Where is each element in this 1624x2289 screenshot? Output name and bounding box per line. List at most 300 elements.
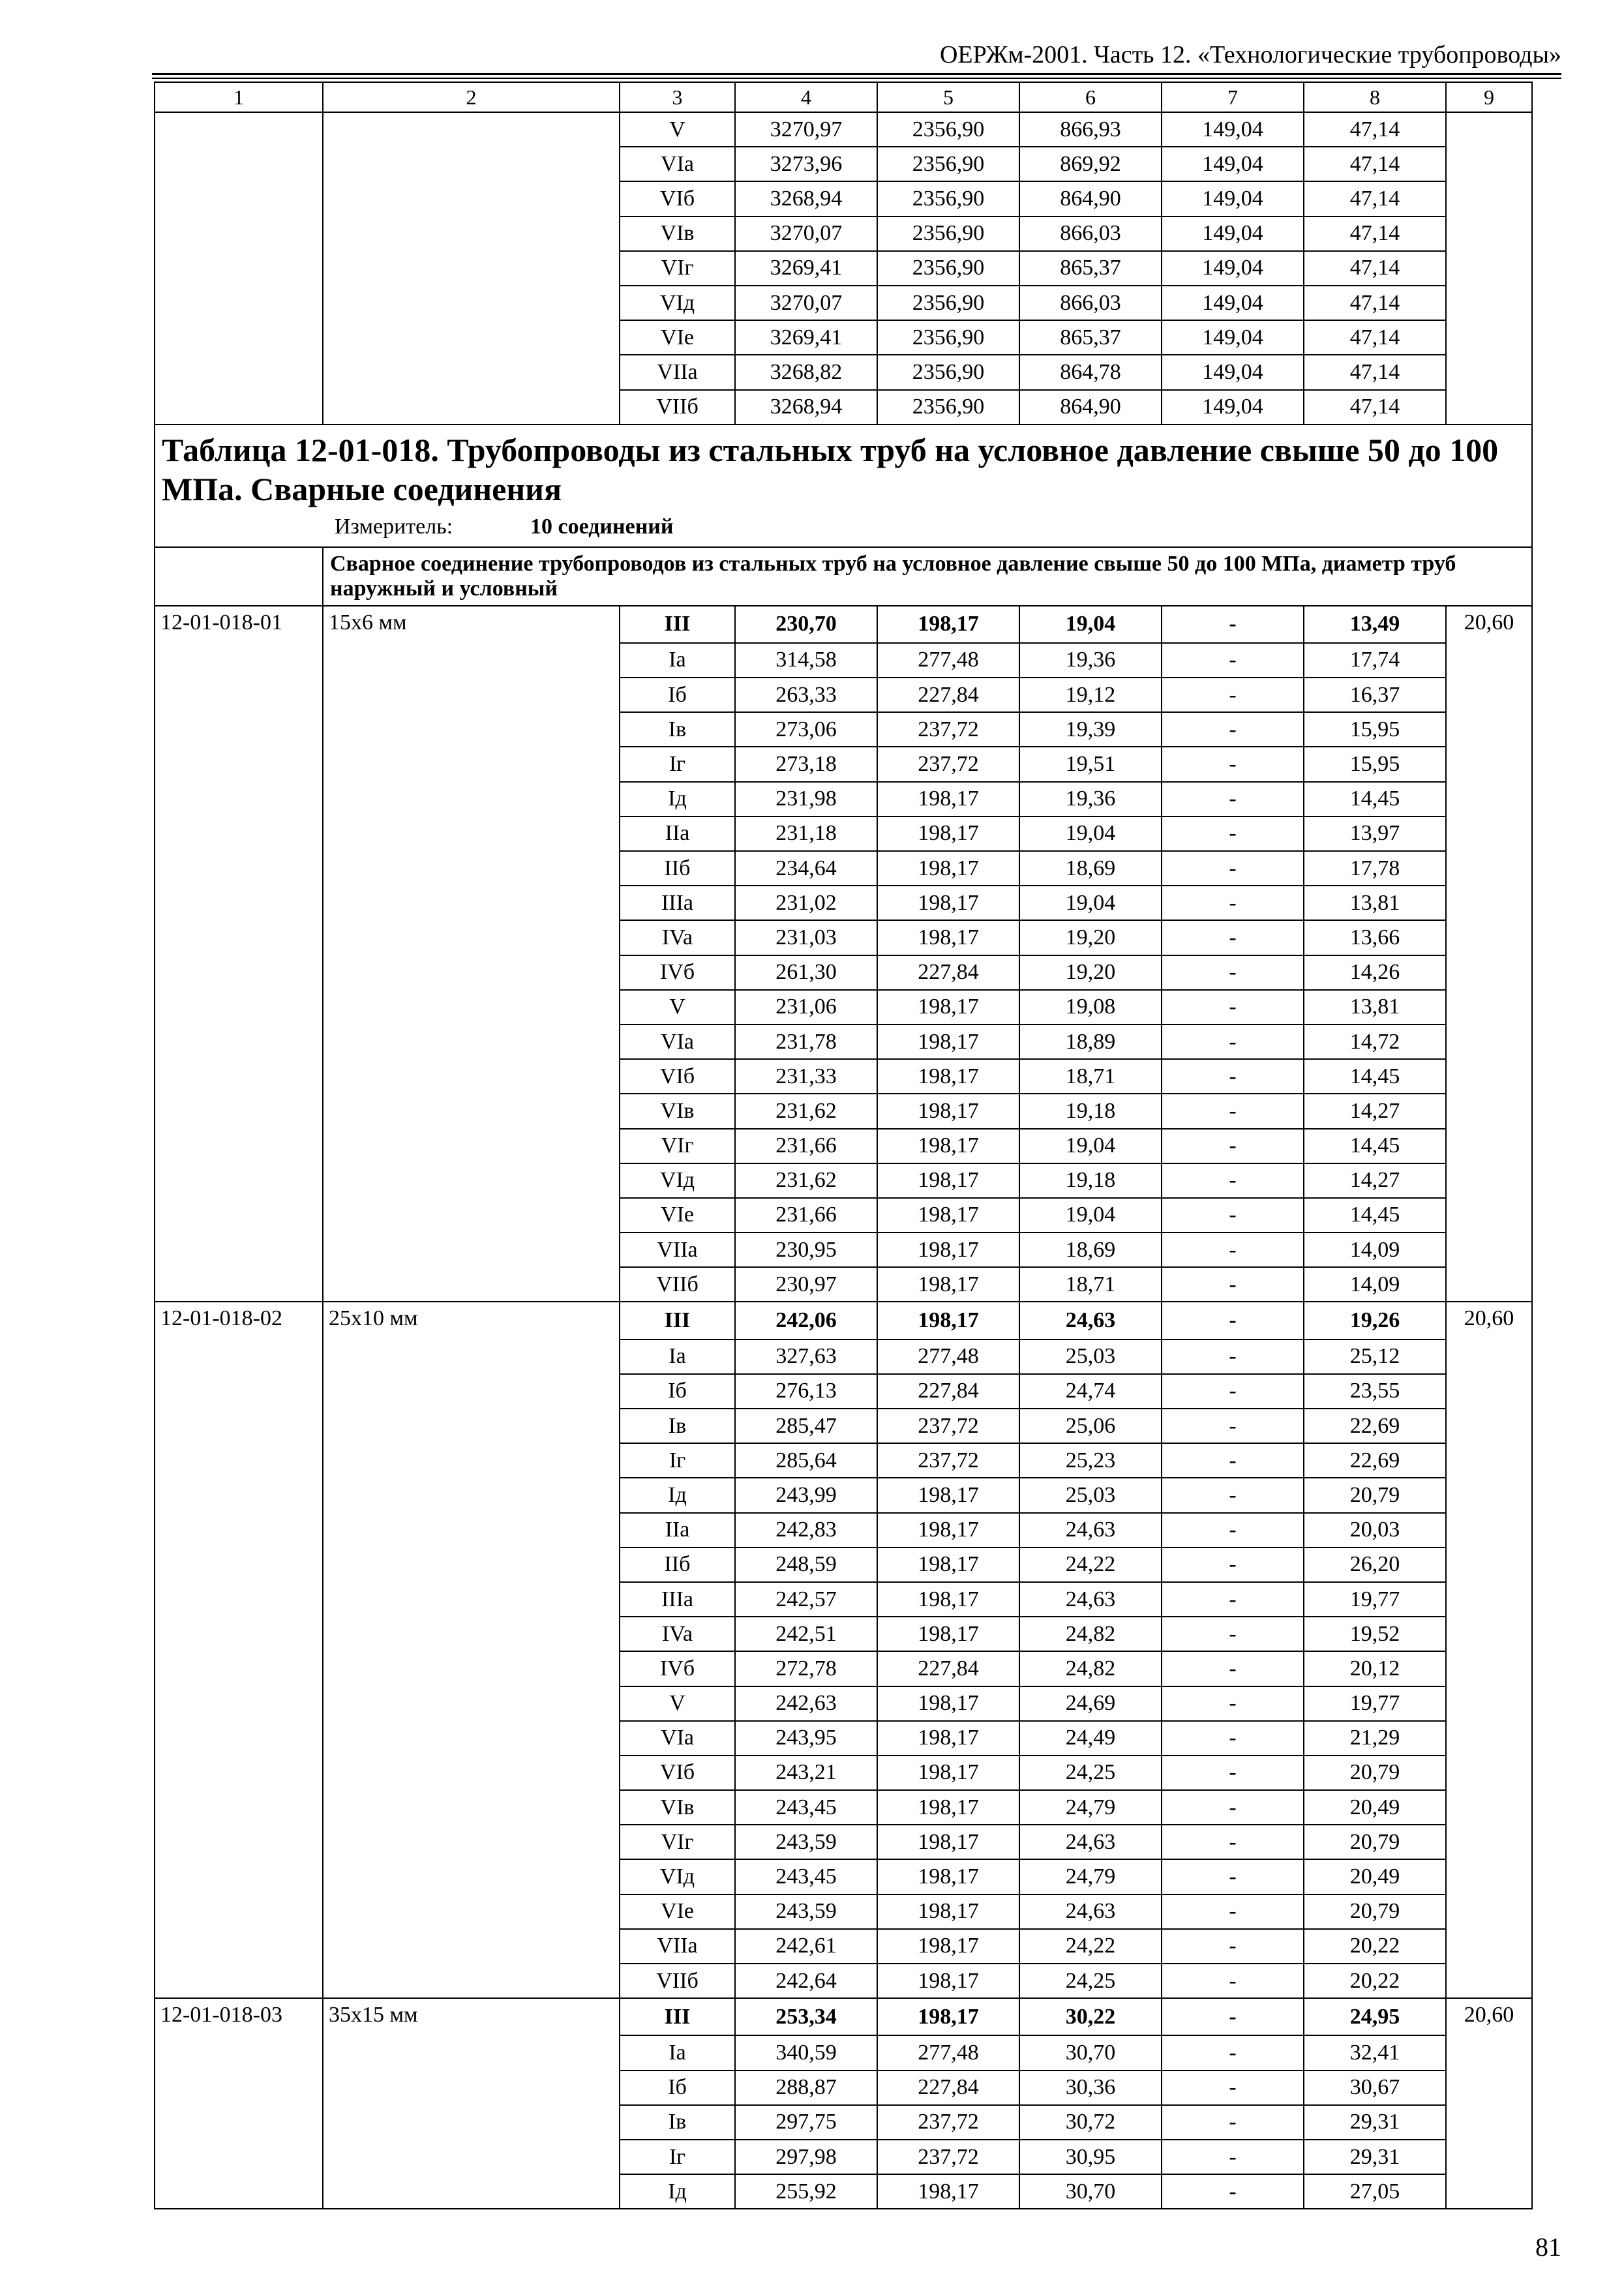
value-cell: 2356,90 xyxy=(877,390,1019,425)
code-cell xyxy=(155,1756,323,1790)
name-cell xyxy=(323,251,620,286)
value-cell: 273,06 xyxy=(735,712,877,747)
value-cell: 243,59 xyxy=(735,1894,877,1929)
name-cell xyxy=(323,1651,620,1686)
zone-cell: VIa xyxy=(620,1025,735,1059)
zone-cell: IVa xyxy=(620,1617,735,1651)
table-row xyxy=(155,851,1532,886)
value-cell: 276,13 xyxy=(735,1374,877,1409)
zone-cell: VIa xyxy=(620,147,735,181)
code-cell xyxy=(155,286,323,320)
value-cell: 297,75 xyxy=(735,2105,877,2140)
value-cell: 149,04 xyxy=(1162,286,1304,320)
value-cell: 243,59 xyxy=(735,1825,877,1859)
name-cell xyxy=(323,886,620,920)
code-cell xyxy=(155,2105,323,2140)
col9-cell xyxy=(1446,1617,1532,1651)
code-cell xyxy=(155,955,323,990)
code-cell xyxy=(155,2071,323,2105)
col9-cell xyxy=(1446,1198,1532,1233)
table-row xyxy=(155,112,1532,147)
zone-cell: Iг xyxy=(620,1443,735,1478)
code-cell xyxy=(155,320,323,355)
table-row xyxy=(155,1198,1532,1233)
zone-cell: VIд xyxy=(620,1163,735,1198)
table-row xyxy=(155,217,1532,251)
value-cell: 198,17 xyxy=(877,1548,1019,1582)
value-cell: 47,14 xyxy=(1304,181,1446,216)
name-cell xyxy=(323,816,620,851)
col9-cell xyxy=(1446,1721,1532,1756)
value-cell: 198,17 xyxy=(877,1094,1019,1128)
name-cell xyxy=(323,2071,620,2105)
value-cell: 2356,90 xyxy=(877,320,1019,355)
value-cell: 242,83 xyxy=(735,1513,877,1548)
col9-cell xyxy=(1446,678,1532,712)
code-cell xyxy=(155,1163,323,1198)
value-cell: 3268,94 xyxy=(735,390,877,425)
value-cell: 198,17 xyxy=(877,816,1019,851)
code-cell xyxy=(155,816,323,851)
value-cell: 230,70 xyxy=(735,606,877,643)
value-cell: 3273,96 xyxy=(735,147,877,181)
value-cell: 198,17 xyxy=(877,990,1019,1025)
value-cell: - xyxy=(1162,886,1304,920)
value-cell: 19,39 xyxy=(1019,712,1162,747)
value-cell: 27,05 xyxy=(1304,2174,1446,2209)
col9-cell: 20,60 xyxy=(1446,606,1532,643)
table-row xyxy=(155,955,1532,990)
value-cell: - xyxy=(1162,1790,1304,1825)
table-row xyxy=(155,643,1532,678)
value-cell: 231,62 xyxy=(735,1163,877,1198)
value-cell: 864,78 xyxy=(1019,355,1162,389)
value-cell: 25,23 xyxy=(1019,1443,1162,1478)
col9-cell xyxy=(1446,2140,1532,2174)
value-cell: 24,63 xyxy=(1019,1825,1162,1859)
name-cell xyxy=(323,955,620,990)
table-row xyxy=(155,1163,1532,1198)
value-cell: 230,95 xyxy=(735,1233,877,1267)
name-cell xyxy=(323,1894,620,1929)
value-cell: 198,17 xyxy=(877,1964,1019,1998)
col9-cell xyxy=(1446,1025,1532,1059)
table-row xyxy=(155,1094,1532,1128)
code-cell xyxy=(155,1651,323,1686)
value-cell: 198,17 xyxy=(877,1582,1019,1617)
value-cell: 13,66 xyxy=(1304,920,1446,955)
value-cell: 149,04 xyxy=(1162,112,1304,147)
value-cell: - xyxy=(1162,1513,1304,1548)
code-cell xyxy=(155,1233,323,1267)
value-cell: 198,17 xyxy=(877,1059,1019,1094)
value-cell: - xyxy=(1162,1267,1304,1302)
col9-cell xyxy=(1446,1478,1532,1512)
name-cell xyxy=(323,1825,620,1859)
value-cell: 227,84 xyxy=(877,955,1019,990)
name-cell xyxy=(323,1374,620,1409)
value-cell: 242,64 xyxy=(735,1964,877,1998)
table-row xyxy=(155,1721,1532,1756)
value-cell: 24,22 xyxy=(1019,1929,1162,1964)
code-cell xyxy=(155,886,323,920)
code-cell xyxy=(155,1059,323,1094)
col9-cell xyxy=(1446,1790,1532,1825)
value-cell: 263,33 xyxy=(735,678,877,712)
name-cell xyxy=(323,782,620,816)
value-cell: 864,90 xyxy=(1019,390,1162,425)
value-cell: 15,95 xyxy=(1304,712,1446,747)
value-cell: 340,59 xyxy=(735,2035,877,2070)
col9-cell xyxy=(1446,1374,1532,1409)
value-cell: 231,33 xyxy=(735,1059,877,1094)
col9-cell xyxy=(1446,251,1532,286)
table-row xyxy=(155,1302,1532,1339)
value-cell: 25,03 xyxy=(1019,1339,1162,1374)
table-row xyxy=(155,747,1532,781)
col9-cell xyxy=(1446,782,1532,816)
col9-cell xyxy=(1446,2035,1532,2070)
code-cell xyxy=(155,1025,323,1059)
zone-cell: VIIб xyxy=(620,1267,735,1302)
col9-cell xyxy=(1446,1233,1532,1267)
value-cell: 24,25 xyxy=(1019,1756,1162,1790)
table-row xyxy=(155,1651,1532,1686)
code-cell xyxy=(155,1582,323,1617)
zone-cell: VIд xyxy=(620,286,735,320)
col9-cell xyxy=(1446,1964,1532,1998)
table-row xyxy=(155,990,1532,1025)
value-cell: 149,04 xyxy=(1162,181,1304,216)
value-cell: 13,81 xyxy=(1304,990,1446,1025)
code-cell xyxy=(155,990,323,1025)
col9-cell: 20,60 xyxy=(1446,1302,1532,1339)
value-cell: 231,18 xyxy=(735,816,877,851)
value-cell: 29,31 xyxy=(1304,2105,1446,2140)
value-cell: 198,17 xyxy=(877,920,1019,955)
value-cell: 198,17 xyxy=(877,1129,1019,1163)
value-cell: 47,14 xyxy=(1304,217,1446,251)
table-row xyxy=(155,320,1532,355)
value-cell: 47,14 xyxy=(1304,251,1446,286)
table-row xyxy=(155,1025,1532,1059)
col9-cell xyxy=(1446,320,1532,355)
value-cell: 14,27 xyxy=(1304,1163,1446,1198)
value-cell: 30,70 xyxy=(1019,2035,1162,2070)
code-cell xyxy=(155,1825,323,1859)
table-row xyxy=(155,2071,1532,2105)
name-cell xyxy=(323,1198,620,1233)
value-cell: - xyxy=(1162,1929,1304,1964)
column-number: 3 xyxy=(620,82,735,112)
zone-cell: VIв xyxy=(620,217,735,251)
column-number: 7 xyxy=(1162,82,1304,112)
value-cell: 24,22 xyxy=(1019,1548,1162,1582)
col9-cell xyxy=(1446,181,1532,216)
value-cell: 18,89 xyxy=(1019,1025,1162,1059)
value-cell: 14,45 xyxy=(1304,782,1446,816)
value-cell: 19,04 xyxy=(1019,606,1162,643)
table-row xyxy=(155,782,1532,816)
col9-cell xyxy=(1446,851,1532,886)
value-cell: - xyxy=(1162,955,1304,990)
value-cell: 231,03 xyxy=(735,920,877,955)
value-cell: 285,47 xyxy=(735,1409,877,1443)
value-cell: - xyxy=(1162,747,1304,781)
zone-cell: VIг xyxy=(620,1825,735,1859)
col9-cell xyxy=(1446,1859,1532,1894)
table-row xyxy=(155,251,1532,286)
column-number: 6 xyxy=(1019,82,1162,112)
col9-cell xyxy=(1446,1409,1532,1443)
value-cell: - xyxy=(1162,1094,1304,1128)
value-cell: 24,63 xyxy=(1019,1302,1162,1339)
value-cell: 327,63 xyxy=(735,1339,877,1374)
value-cell: 24,82 xyxy=(1019,1651,1162,1686)
value-cell: 14,27 xyxy=(1304,1094,1446,1128)
code-cell xyxy=(155,851,323,886)
value-cell: 866,03 xyxy=(1019,286,1162,320)
value-cell: 20,22 xyxy=(1304,1929,1446,1964)
value-cell: 25,06 xyxy=(1019,1409,1162,1443)
zone-cell: VIв xyxy=(620,1094,735,1128)
value-cell: 19,18 xyxy=(1019,1163,1162,1198)
name-cell xyxy=(323,2140,620,2174)
table-row xyxy=(155,1825,1532,1859)
value-cell: 19,36 xyxy=(1019,782,1162,816)
table-row xyxy=(155,1790,1532,1825)
col9-cell xyxy=(1446,1267,1532,1302)
code-cell xyxy=(155,2035,323,2070)
value-cell: 24,82 xyxy=(1019,1617,1162,1651)
description-spacer xyxy=(155,547,323,606)
value-cell: 198,17 xyxy=(877,1721,1019,1756)
zone-cell: Iв xyxy=(620,1409,735,1443)
value-cell: 19,77 xyxy=(1304,1686,1446,1721)
col9-cell xyxy=(1446,886,1532,920)
zone-cell: Iв xyxy=(620,2105,735,2140)
table-row xyxy=(155,1894,1532,1929)
name-cell xyxy=(323,1513,620,1548)
value-cell: 198,17 xyxy=(877,1478,1019,1512)
name-cell xyxy=(323,2035,620,2070)
value-cell: 277,48 xyxy=(877,643,1019,678)
value-cell: 230,97 xyxy=(735,1267,877,1302)
value-cell: 25,12 xyxy=(1304,1339,1446,1374)
name-cell xyxy=(323,747,620,781)
zone-cell: IIб xyxy=(620,851,735,886)
zone-cell: III xyxy=(620,606,735,643)
name-cell xyxy=(323,1582,620,1617)
zone-cell: VIIa xyxy=(620,1929,735,1964)
col9-cell: 20,60 xyxy=(1446,1998,1532,2035)
col9-cell xyxy=(1446,955,1532,990)
value-cell: - xyxy=(1162,990,1304,1025)
name-cell xyxy=(323,286,620,320)
table-row xyxy=(155,286,1532,320)
col9-cell xyxy=(1446,286,1532,320)
value-cell: - xyxy=(1162,920,1304,955)
value-cell: 2356,90 xyxy=(877,181,1019,216)
value-cell: - xyxy=(1162,1198,1304,1233)
value-cell: 24,63 xyxy=(1019,1513,1162,1548)
value-cell: - xyxy=(1162,2140,1304,2174)
zone-cell: Iг xyxy=(620,2140,735,2174)
value-cell: 32,41 xyxy=(1304,2035,1446,2070)
value-cell: 198,17 xyxy=(877,1686,1019,1721)
value-cell: - xyxy=(1162,1443,1304,1478)
value-cell: 198,17 xyxy=(877,1859,1019,1894)
code-cell xyxy=(155,712,323,747)
value-cell: 17,74 xyxy=(1304,643,1446,678)
value-cell: 24,79 xyxy=(1019,1859,1162,1894)
value-cell: 198,17 xyxy=(877,1198,1019,1233)
value-cell: 237,72 xyxy=(877,747,1019,781)
code-cell xyxy=(155,920,323,955)
value-cell: - xyxy=(1162,1686,1304,1721)
value-cell: 19,04 xyxy=(1019,1129,1162,1163)
value-cell: 198,17 xyxy=(877,1825,1019,1859)
value-cell: 14,09 xyxy=(1304,1233,1446,1267)
name-cell xyxy=(323,1478,620,1512)
value-cell: 227,84 xyxy=(877,2071,1019,2105)
code-cell xyxy=(155,1964,323,1998)
value-cell: 314,58 xyxy=(735,643,877,678)
value-cell: 198,17 xyxy=(877,1894,1019,1929)
zone-cell: IIa xyxy=(620,1513,735,1548)
code-cell xyxy=(155,782,323,816)
value-cell: 864,90 xyxy=(1019,181,1162,216)
value-cell: 20,79 xyxy=(1304,1894,1446,1929)
page-number: 81 xyxy=(1535,2232,1561,2262)
table-row xyxy=(155,2140,1532,2174)
value-cell: 198,17 xyxy=(877,2174,1019,2209)
code-cell xyxy=(155,112,323,147)
value-cell: 19,04 xyxy=(1019,816,1162,851)
table-row xyxy=(155,1059,1532,1094)
value-cell: 14,45 xyxy=(1304,1059,1446,1094)
table-row xyxy=(155,390,1532,425)
table-row xyxy=(155,1929,1532,1964)
col9-cell xyxy=(1446,643,1532,678)
table-row xyxy=(155,1998,1532,2035)
value-cell: 253,34 xyxy=(735,1998,877,2035)
col9-cell xyxy=(1446,1548,1532,1582)
value-cell: - xyxy=(1162,1756,1304,1790)
col9-cell xyxy=(1446,2105,1532,2140)
value-cell: 24,74 xyxy=(1019,1374,1162,1409)
code-cell xyxy=(155,390,323,425)
value-cell: 24,69 xyxy=(1019,1686,1162,1721)
code-cell xyxy=(155,1686,323,1721)
value-cell: 198,17 xyxy=(877,1513,1019,1548)
value-cell: 237,72 xyxy=(877,2140,1019,2174)
col9-cell xyxy=(1446,1513,1532,1548)
value-cell: 24,63 xyxy=(1019,1894,1162,1929)
value-cell: 2356,90 xyxy=(877,217,1019,251)
value-cell: 20,79 xyxy=(1304,1825,1446,1859)
value-cell: 20,49 xyxy=(1304,1859,1446,1894)
table-row xyxy=(155,1339,1532,1374)
col9-cell xyxy=(1446,1651,1532,1686)
value-cell: 198,17 xyxy=(877,1025,1019,1059)
value-cell: 243,45 xyxy=(735,1790,877,1825)
value-cell: 261,30 xyxy=(735,955,877,990)
value-cell: 3270,07 xyxy=(735,286,877,320)
code-cell xyxy=(155,1929,323,1964)
code-cell xyxy=(155,1374,323,1409)
name-cell xyxy=(323,643,620,678)
rates-table xyxy=(154,82,1533,2209)
name-cell xyxy=(323,1686,620,1721)
table-row xyxy=(155,1267,1532,1302)
column-number: 8 xyxy=(1304,82,1446,112)
value-cell: 24,49 xyxy=(1019,1721,1162,1756)
name-cell xyxy=(323,112,620,147)
value-cell: - xyxy=(1162,1825,1304,1859)
name-cell xyxy=(323,712,620,747)
code-cell: 12-01-018-02 xyxy=(155,1302,323,1339)
description-row xyxy=(155,547,1532,606)
value-cell: 198,17 xyxy=(877,1302,1019,1339)
zone-cell: VIб xyxy=(620,1756,735,1790)
value-cell: 149,04 xyxy=(1162,390,1304,425)
value-cell: - xyxy=(1162,643,1304,678)
col9-cell xyxy=(1446,390,1532,425)
value-cell: 866,93 xyxy=(1019,112,1162,147)
name-cell xyxy=(323,320,620,355)
zone-cell: Iв xyxy=(620,712,735,747)
value-cell: 30,95 xyxy=(1019,2140,1162,2174)
value-cell: 23,55 xyxy=(1304,1374,1446,1409)
value-cell: 24,63 xyxy=(1019,1582,1162,1617)
table-row xyxy=(155,920,1532,955)
table-row xyxy=(155,712,1532,747)
value-cell: - xyxy=(1162,1964,1304,1998)
value-cell: - xyxy=(1162,1859,1304,1894)
zone-cell: Iб xyxy=(620,678,735,712)
code-cell xyxy=(155,1409,323,1443)
zone-cell: VIе xyxy=(620,1894,735,1929)
value-cell: 19,04 xyxy=(1019,886,1162,920)
value-cell: 198,17 xyxy=(877,851,1019,886)
value-cell: 198,17 xyxy=(877,1929,1019,1964)
table-row xyxy=(155,2035,1532,2070)
value-cell: 17,78 xyxy=(1304,851,1446,886)
zone-cell: Iд xyxy=(620,2174,735,2209)
value-cell: 2356,90 xyxy=(877,147,1019,181)
value-cell: 19,51 xyxy=(1019,747,1162,781)
unit-line xyxy=(162,513,1525,541)
value-cell: 198,17 xyxy=(877,1617,1019,1651)
value-cell: 14,09 xyxy=(1304,1267,1446,1302)
value-cell: 19,08 xyxy=(1019,990,1162,1025)
value-cell: 227,84 xyxy=(877,1651,1019,1686)
header-rule xyxy=(152,78,1561,79)
value-cell: 3268,94 xyxy=(735,181,877,216)
code-cell xyxy=(155,1267,323,1302)
value-cell: 18,71 xyxy=(1019,1059,1162,1094)
col9-cell xyxy=(1446,1129,1532,1163)
code-cell xyxy=(155,1548,323,1582)
zone-cell: V xyxy=(620,112,735,147)
table-row xyxy=(155,816,1532,851)
zone-cell: Iд xyxy=(620,782,735,816)
zone-cell: VIг xyxy=(620,251,735,286)
code-cell xyxy=(155,1443,323,1478)
code-cell xyxy=(155,355,323,389)
value-cell: 20,03 xyxy=(1304,1513,1446,1548)
